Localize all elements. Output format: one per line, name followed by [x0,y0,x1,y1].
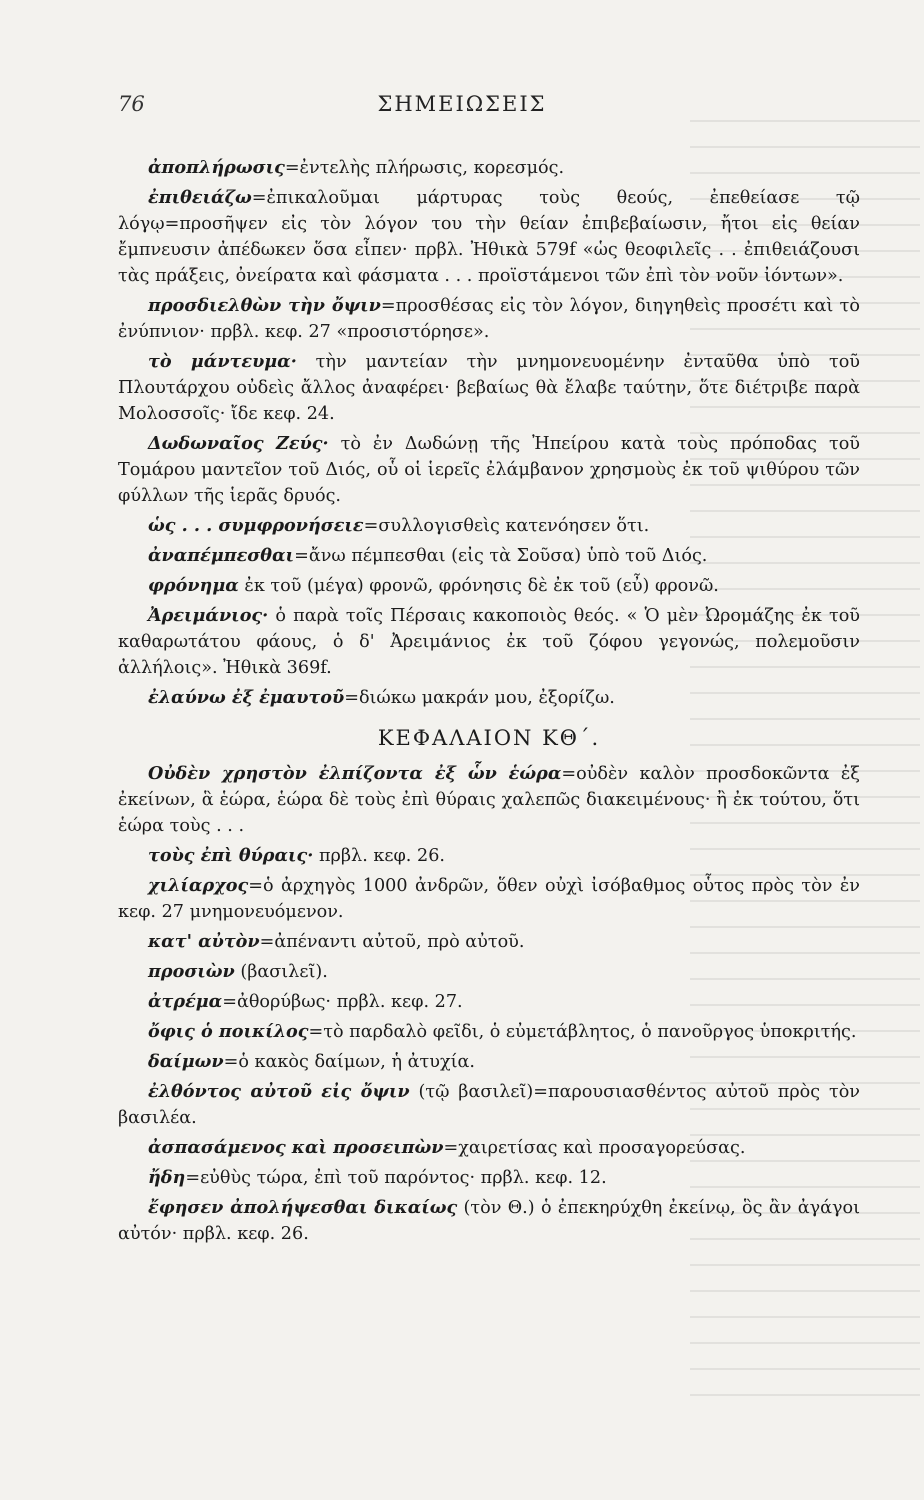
note-entry [118,1019,860,1045]
note-entry [118,843,860,869]
note-term: τὸ μάντευμα· [148,351,297,372]
note-term: προσιὼν [148,961,235,982]
note-gloss: =ἀθορύβως· πρβλ. κεφ. 27. [222,992,463,1012]
note-entry [118,1165,860,1191]
note-term: κατ' αὐτὸν [148,931,260,952]
note-gloss: =ὁ κακὸς δαίμων, ἡ ἀτυχία. [223,1052,475,1072]
note-gloss: τὸ ἐν Δωδώνῃ τῆς Ἠπείρου κατὰ τοὺς πρόποδας τοῦ Τομάρου μαντεῖον τοῦ Διός, οὗ οἱ ἱερεῖς ἐλάμβανον χρησμοὺς ἐκ τοῦ ψιθύρου τῶν φύλλων τῆς ἱερᾶς δρυός. [118,434,860,506]
note-term: προσδιελθὼν τὴν ὄψιν [148,295,381,316]
note-gloss: =χαιρετίσας καὶ προσαγορεύσας. [443,1138,746,1158]
note-gloss: =ἄνω πέμπεσθαι (εἰς τὰ Σοῦσα) ὑπὸ τοῦ Διός. [294,546,708,566]
note-entry [118,685,860,711]
note-gloss: =εὐθὺς τώρα, ἐπὶ τοῦ παρόντος· πρβλ. κεφ. 12. [185,1168,607,1188]
note-gloss: =ὁ ἀρχηγὸς 1000 ἀνδρῶν, ὅθεν οὐχὶ ἰσόβαθμος οὗτος πρὸς τὸν ἐν κεφ. 27 μνημονευόμενον. [118,876,860,922]
note-gloss: =ἀπέναντι αὐτοῦ, πρὸ αὐτοῦ. [259,932,525,952]
note-term: ὡς . . . συμφρονήσειε [148,515,364,536]
note-entry [118,959,860,985]
notes-body [118,155,860,1251]
note-gloss: =τὸ παρδαλὸ φεῖδι, ὁ εὐμετάβλητος, ὁ πανοῦργος ὑποκριτής. [308,1022,857,1042]
note-term: ἀτρέμα [148,991,223,1012]
note-entry [118,603,860,681]
note-entry [118,989,860,1015]
page-number: 76 [118,92,145,116]
note-entry [118,1135,860,1161]
note-term: ἀποπλήρωσις [148,157,285,178]
note-entry [118,1195,860,1247]
page-header [0,92,924,128]
note-term: Οὐδὲν χρηστὸν ἐλπίζοντα ἐξ ὧν ἑώρα [148,763,562,784]
note-term: ὄφις ὁ ποικίλος [148,1021,309,1042]
note-gloss: =συλλογισθεὶς κατενόησεν ὅτι. [363,516,650,536]
note-entry [118,513,860,539]
note-gloss: ἐκ τοῦ (μέγα) φρονῶ, φρόνησις δὲ ἐκ τοῦ (εὖ) φρονῶ. [238,576,719,596]
note-entry [118,1049,860,1075]
note-gloss: =προσθέσας εἰς τὸν λόγον, διηγηθεὶς προσέτι καὶ τὸ ἐνύπνιον· πρβλ. κεφ. 27 «προσιστόρησε». [118,296,860,342]
note-term: ἀναπέμπεσθαι [148,545,295,566]
note-gloss: τὴν μαντείαν τὴν μνημονευομένην ἐνταῦθα ὑπὸ τοῦ Πλουτάρχου οὐδεὶς ἄλλος ἀναφέρει· βεβαίως θὰ ἔλαβε ταύτην, ὅτε διέτριβε παρὰ Μολοσσοῖς· ἴδε κεφ. 24. [118,352,860,424]
note-entry [118,1079,860,1131]
running-title: ΣΗΜΕΙΩΣΕΙΣ [377,92,547,116]
note-entry [118,155,860,181]
note-gloss: =ἐπικαλοῦμαι μάρτυρας τοὺς θεούς, ἐπεθείασε τῷ λόγῳ=προσῆψεν εἰς τὸν λόγον του τὴν θείαν ἐπιβεβαίωσιν, ἤτοι εἰς θείαν ἔμπνευσιν ἀπέδωκεν ὅσα εἶπεν· πρβλ. Ἠθικὰ 579f «ὡς θεοφιλεῖς . . ἐπιθειάζουσι τὰς πράξεις, ὀνείρατα καὶ φάσματα . . . προϊστάμενοι τῶν ἐπὶ τὸν νοῦν ἰόντων». [118,188,860,286]
note-gloss: πρβλ. κεφ. 26. [313,846,445,866]
note-entry [118,349,860,427]
note-term: ἀσπασάμενος καὶ προσειπὼν [148,1137,444,1158]
notes-group-after-chapter [118,761,860,1247]
note-gloss: (τὸν Θ.) ὁ ἐπεκηρύχθη ἐκείνῳ, ὃς ἂν ἀγάγοι αὐτόν· πρβλ. κεφ. 26. [118,1198,860,1244]
note-entry [118,543,860,569]
note-gloss: ὁ παρὰ τοῖς Πέρσαις κακοποιὸς θεός. « Ὁ μὲν Ὠρομάζης ἐκ τοῦ καθαρωτάτου φάους, ὁ δ' Ἀρειμάνιος ἐκ τοῦ ζόφου γεγονώς, πολεμοῦσιν ἀλλήλοις». Ἠθικὰ 369f. [118,606,860,678]
note-term: ἐπιθειάζω [148,187,252,208]
note-gloss: =οὐδὲν καλὸν προσδοκῶντα ἐξ ἐκείνων, ἃ ἑώρα, ἑώρα δὲ τοὺς ἐπὶ θύραις χαλεπῶς διακειμένους· ἢ ἐκ τούτου, ὅτι ἑώρα τοὺς . . . [118,764,860,836]
note-term: χιλίαρχος [148,875,249,896]
note-gloss: =ἐντελὴς πλήρωσις, κορεσμός. [284,158,565,178]
note-entry [118,761,860,839]
note-entry [118,293,860,345]
note-term: φρόνημα [148,575,239,596]
note-term: Ἀρειμάνιος· [148,605,269,626]
note-term: τοὺς ἐπὶ θύραις· [148,845,314,866]
notes-group-before-chapter [118,155,860,711]
note-term: ἐλθόντος αὐτοῦ εἰς ὄψιν [148,1081,410,1102]
note-entry [118,873,860,925]
note-entry [118,929,860,955]
note-term: ἐλαύνω ἐξ ἐμαυτοῦ [148,687,345,708]
note-gloss: (βασιλεῖ). [234,962,328,982]
note-term: ἔφησεν ἀπολήψεσθαι δικαίως [148,1197,458,1218]
chapter-heading: ΚΕΦΑΛΑΙΟΝ ΚΘ΄. [377,726,601,750]
note-entry [118,431,860,509]
note-gloss: (τῷ βασιλεῖ)=παρουσιασθέντος αὐτοῦ πρὸς τὸν βασιλέα. [118,1082,860,1128]
note-term: ἤδη [148,1167,186,1188]
note-gloss: =διώκω μακράν μου, ἐξορίζω. [344,688,615,708]
note-entry [118,185,860,289]
note-term: δαίμων [148,1051,224,1072]
note-entry [118,573,860,599]
note-term: Δωδωναῖος Ζεύς· [148,433,329,454]
